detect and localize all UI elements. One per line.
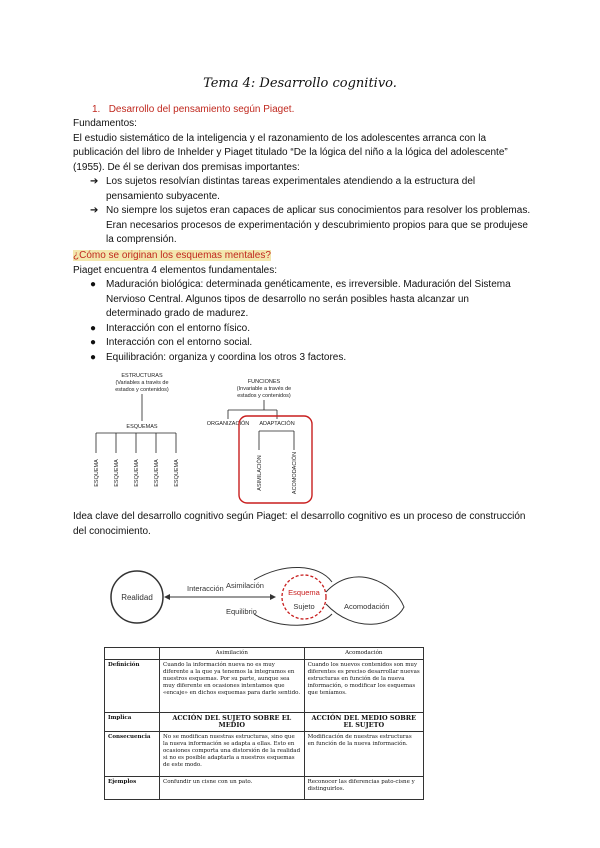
- estructuras-label: ESTRUCTURAS: [121, 373, 163, 379]
- comparison-table: [104, 647, 424, 800]
- section-heading: [92, 103, 294, 118]
- asimilacion-label: Asimilación: [226, 581, 264, 590]
- adaptacion-label: ADAPTACIÓN: [259, 421, 295, 427]
- list-item: ● Interacción con el entorno físico.: [84, 322, 524, 337]
- fundamentos-label: Fundamentos:: [73, 118, 137, 129]
- bullet-icon: ●: [90, 351, 97, 363]
- page-title: Tema 4: Desarrollo cognitivo.: [203, 76, 397, 91]
- esquema-label: ESQUEMA: [174, 459, 180, 487]
- table-row-label: Definición: [105, 660, 160, 713]
- table-row-label: Ejemplos: [105, 777, 160, 800]
- table-cell: ACCIÓN DEL SUJETO SOBRE EL MEDIO: [160, 713, 305, 732]
- section2-block: [73, 249, 533, 278]
- cognitive-cycle-diagram: [104, 552, 434, 642]
- table-row: [105, 660, 424, 713]
- question-heading: ¿Cómo se originan los esquemas mentales?: [73, 250, 271, 261]
- table-cell: Modificación de nuestras estructuras en función de la nueva información.: [304, 732, 423, 777]
- table-cell: No se modifican nuestras estructuras, sino que la nueva información se adapta a ellas. Esto en ocasiones comporta una distorsión de la realidad si no es posible adaptarla a nuestros esquemas de este modo.: [160, 732, 305, 777]
- esquema-label: ESQUEMA: [94, 459, 100, 487]
- bullet-icon: ●: [90, 337, 97, 348]
- equilibrio-label: Equilibrio: [226, 607, 257, 616]
- elements-list: [84, 278, 524, 365]
- esquema-circle: [282, 575, 326, 619]
- table-cell: ACCIÓN DEL MEDIO SOBRE EL SUJETO: [304, 713, 423, 732]
- table-cell: Cuando los nuevos contenidos son muy diferentes es preciso desarrollar nuevas estructuras en función de la nueva información, o modificar los esquemas que teníamos.: [304, 660, 423, 713]
- list-item: ● Interacción con el entorno social.: [84, 336, 524, 351]
- section2-intro: Piaget encuentra 4 elementos fundamentales:: [73, 264, 278, 276]
- svg-text:estados y contenidos): estados y contenidos): [237, 393, 291, 399]
- adaptacion-highlight: [239, 416, 312, 503]
- acomodacion-label: Acomodación: [344, 602, 390, 611]
- table-header-cell: Acomodación: [304, 648, 423, 660]
- table-cell: Reconocer las diferencias pato-cisne y distinguirlos.: [304, 777, 423, 800]
- esquema-label: Esquema: [288, 588, 320, 597]
- section-heading-text: Desarrollo del pensamiento según Piaget.: [108, 104, 295, 115]
- interaccion-label: Interacción: [187, 584, 224, 593]
- svg-text:(Variables a través de: (Variables a través de: [115, 380, 169, 386]
- acomodacion-label: ACOMODACIÓN: [292, 451, 298, 495]
- idea-clave: Idea clave del desarrollo cognitivo según Piaget: el desarrollo cognitivo es un proceso de construcción del conocimiento.: [73, 511, 526, 537]
- esquemas-label: ESQUEMAS: [126, 424, 158, 430]
- asimilacion-label: ASIMILACIÓN: [257, 455, 263, 491]
- table-cell: Cuando la información nueva no es muy diferente a la que ya tenemos la integramos en nuestros esquemas. Por su parte, aunque sea muy diferente en ocasiones intentamos que «encaje» en dichos esquemas para darle sentido.: [160, 660, 305, 713]
- table-row: [105, 777, 424, 800]
- sujeto-label: Sujeto: [293, 602, 315, 611]
- bullet-icon: ●: [90, 322, 97, 334]
- table-row-label: Consecuencia: [105, 732, 160, 777]
- list-item: ● Equilibración: organiza y coordina los otros 3 factores.: [84, 351, 524, 366]
- svg-text:estados y contenidos): estados y contenidos): [115, 387, 169, 393]
- table-row-label: Implica: [105, 713, 160, 732]
- table-row: [105, 732, 424, 777]
- bullet-icon: ●: [90, 279, 97, 290]
- list-item: ● Maduración biológica: determinada genéticamente, es irreversible. Maduración del Sistema Nervioso Central. Algunos tipos de desarrollo no serán posibles hasta alcanzar un determinado grado de madurez.: [90, 279, 511, 319]
- structures-diagram: [84, 365, 344, 505]
- table-row: [105, 648, 424, 660]
- organizacion-label: ORGANIZACIÓN: [206, 421, 250, 427]
- arrow-icon: ➔: [90, 176, 99, 187]
- list-item: ➔ No siempre los sujetos eran capaces de aplicar sus conocimientos para resolver los problemas. Eran necesarios procesos de experimentación y descubrimiento propios para que se produjese la comprensión.: [90, 205, 531, 245]
- svg-text:(Invariable a través de: (Invariable a través de: [236, 386, 292, 392]
- esquema-label: ESQUEMA: [114, 459, 120, 487]
- table-cell: Confundir un cisne con un pato.: [160, 777, 305, 800]
- table-row: [105, 713, 424, 732]
- list-item: ➔ Los sujetos resolvían distintas tareas experimentales atendiendo a la estructura del pensamiento subyacente.: [90, 176, 476, 202]
- section-number: 1.: [92, 104, 101, 115]
- esquema-label: ESQUEMA: [154, 459, 160, 487]
- fundamentos-paragraph: El estudio sistemático de la inteligencia y el razonamiento de los adolescentes arranca con la publicación del libro de Inhelder y Piaget titulado “De la lógica del niño a la lógica del adolescente” (1955). De él se derivan dos premisas importantes:: [73, 132, 508, 173]
- table-header-cell: Asimilación: [160, 648, 305, 660]
- fundamentos-block: [73, 117, 533, 175]
- realidad-label: Realidad: [121, 593, 153, 602]
- funciones-label: FUNCIONES: [247, 379, 281, 385]
- premises-list: [84, 175, 534, 248]
- arrow-icon: ➔: [90, 205, 99, 216]
- esquema-label: ESQUEMA: [134, 459, 140, 487]
